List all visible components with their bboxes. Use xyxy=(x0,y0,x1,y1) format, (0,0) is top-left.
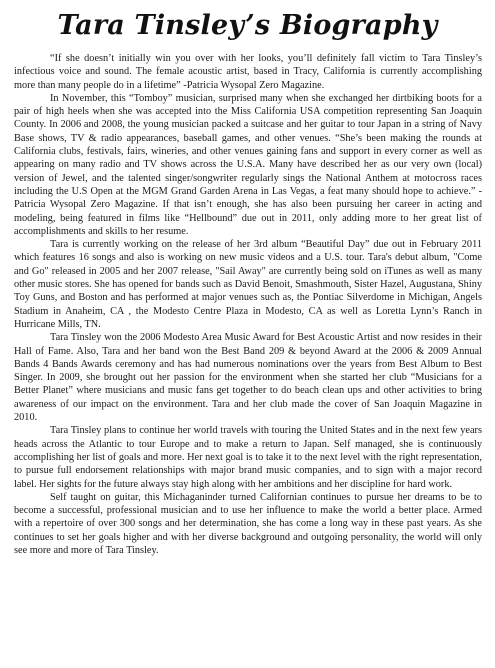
paragraph-quote-intro: “If she doesn’t initially win you over with her looks, you’ll definitely fall victim to Tara Tinsley’s infectious voice and sound. The female acoustic artist, based in Tracy, California is currently accomplishing more than many people do in a lifetime” -Patricia Wysopal Zero Magazine. xyxy=(14,53,482,91)
page-title: Tara Tinsley’s Biography xyxy=(57,10,438,41)
paragraph-career: In November, this “Tomboy” musician, surprised many when she exchanged her dirtbiking boots for a pair of high heels when she was accepted into the Miss California USA competition representing San Joaquin County. In 2006 and 2008, the young musician packed a suitcase and her guitar to tour Japan in a string of Navy Base shows, TV & radio appearances, baseball games, and other venues. “She’s been making the rounds at California clubs, festivals, fairs, wineries, and other venues gaining fans and support in every corner as well as appearing on many radio and TV shows across the U.S.A. Many have described her as our very own (local) version of Jewel, and the talented singer/songwriter regularly sings the National Anthem at motocross races including the U.S Open at the MGM Grand Garden Arena in Las Vegas, a feat many should hope to achieve.” -Patricia Wysopal Zero Magazine. If that isn’t enough, she has also been pursuing her career in acting and modeling, being featured in films like “Hellbound” due out in 2011, only adding more to her great list of accomplishments and skills to her resume. xyxy=(14,92,482,237)
paragraph-albums: Tara is currently working on the release of her 3rd album “Beautiful Day” due out in February 2011 which features 16 songs and also is working on new music videos and a U.S. tour. Tara's debut album, "Come and Go" released in 2005 and her 2007 release, "Sail Away" are currently being sold on iTunes as well as many other music stores. She has opened for bands such as David Benoit, Smashmouth, Sister Hazel, Augustana, Shiny Toy Guns, and Boston and has performed at major venues such as, the Pontiac Silverdome in Michigan, Angels Stadium in Anaheim, CA , the Modesto Centre Plaza in Modesto, CA as well as Loretta Lynn’s Ranch in Hurricane Mills, TN. xyxy=(14,239,482,330)
paragraph-closing: Self taught on guitar, this Michaganinder turned Californian continues to pursue her dreams to be to become a successful, professional musician and to use her influence to make the world a better place. Armed with a repertoire of over 300 songs and her determination, she has come a long way in these past years. As she continues to set her goals higher and with her diverse background and outgoing personality, the world will only see more and more of Tara Tinsley. xyxy=(14,491,482,556)
paragraph-future-plans: Tara Tinsley plans to continue her world travels with touring the United States and in the next few years heads across the Atlantic to tour Europe and to make a return to Japan. Self managed, she is continuously accomplishing her list of goals and more. Her next goal is to take it to the next level with the right representation, to pursue full endorsement relationships with major brand music companies, and to sign with a major record label. Her sights for the future always stay high along with her ambitions and her discipline for hard work. xyxy=(14,425,482,490)
biography-body xyxy=(14,52,482,557)
paragraph-awards: Tara Tinsley won the 2006 Modesto Area Music Award for Best Acoustic Artist and now resides in their Hall of Fame. Also, Tara and her band won the Best Band 209 & beyond Award at the 2006 & 2009 Annual Bands 4 Bands Awards ceremony and has had numerous nominations over the years from Best Album to Best Singer. In 2009, she brought out her passion for the environment when she started her club “Musicians for a Better Planet” where musicians and music fans get together to do beach clean ups and other activities to bring awareness of our impact on the environment. Tara and her club made the cover of San Joaquin Magazine in 2010. xyxy=(14,332,482,424)
